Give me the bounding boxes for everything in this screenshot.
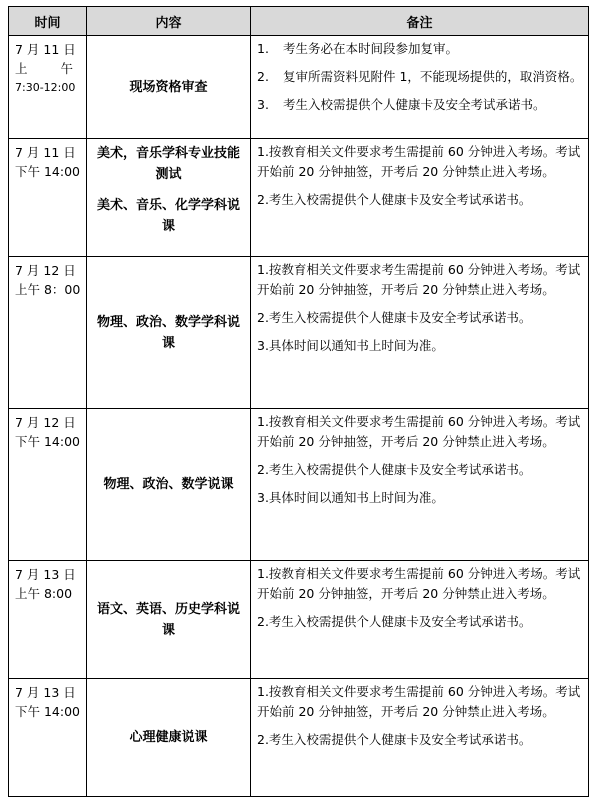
time-period: 下午 14:00 xyxy=(15,164,80,179)
time-cell xyxy=(9,561,87,679)
time-range: 7:30-12:00 xyxy=(15,81,76,94)
content-cell xyxy=(87,139,251,257)
time-period: 下午 14:00 xyxy=(15,704,80,719)
content-text: 美术、音乐、化学学科说课 xyxy=(96,198,240,234)
time-date: 7 月 12 日 xyxy=(15,263,76,278)
note-item: 2.考生入校需提供个人健康卡及安全考试承诺书。 xyxy=(257,310,532,325)
note-item: 1.按教育相关文件要求考生需提前 60 分钟进入考场。考试开始前 20 分钟抽签，开考后 20 分钟禁止进入考场。 xyxy=(257,566,581,601)
note-item: 2.考生入校需提供个人健康卡及安全考试承诺书。 xyxy=(257,732,532,747)
note-item: 2. 复审所需资料见附件 1，不能现场提供的，取消资格。 xyxy=(257,69,583,84)
content-text: 美术，音乐学科专业技能测试 xyxy=(96,146,240,182)
note-item: 1. 考生务必在本时间段参加复审。 xyxy=(257,41,459,56)
note-item: 3. 考生入校需提供个人健康卡及安全考试承诺书。 xyxy=(257,97,546,112)
content-cell xyxy=(87,561,251,679)
time-period: 上 午 xyxy=(15,61,73,76)
time-period: 上午 8：00 xyxy=(15,282,81,297)
table-row xyxy=(9,139,589,257)
content-text: 物理、政治、数学学科说课 xyxy=(96,314,240,351)
content-cell xyxy=(87,679,251,797)
schedule-table xyxy=(8,6,589,797)
notes-cell xyxy=(251,139,589,257)
note-item: 1.按教育相关文件要求考生需提前 60 分钟进入考场。考试开始前 20 分钟抽签，开考后 20 分钟禁止进入考场。 xyxy=(257,262,581,297)
content-text: 语文、英语、历史学科说课 xyxy=(96,601,240,638)
note-item: 2.考生入校需提供个人健康卡及安全考试承诺书。 xyxy=(257,462,532,477)
time-date: 7 月 11 日 xyxy=(15,145,76,160)
note-item: 2.考生入校需提供个人健康卡及安全考试承诺书。 xyxy=(257,614,532,629)
table-row xyxy=(9,561,589,679)
note-item: 3.具体时间以通知书上时间为准。 xyxy=(257,490,444,505)
header-time: 时间 xyxy=(9,7,87,36)
table-row xyxy=(9,257,589,409)
content-cell xyxy=(87,409,251,561)
time-date: 7 月 13 日 xyxy=(15,685,76,700)
content-text: 现场资格审查 xyxy=(129,79,208,95)
time-cell xyxy=(9,409,87,561)
header-row xyxy=(9,7,589,36)
notes-cell xyxy=(251,679,589,797)
notes-cell xyxy=(251,561,589,679)
notes-cell xyxy=(251,409,589,561)
note-item: 1.按教育相关文件要求考生需提前 60 分钟进入考场。考试开始前 20 分钟抽签，开考后 20 分钟禁止进入考场。 xyxy=(257,414,581,449)
content-text: 物理、政治、数学说课 xyxy=(103,477,234,492)
content-cell xyxy=(87,36,251,139)
table-row xyxy=(9,36,589,139)
time-date: 7 月 13 日 xyxy=(15,567,76,582)
header-content: 内容 xyxy=(87,7,251,36)
time-period: 下午 14:00 xyxy=(15,434,80,449)
content-text: 心理健康说课 xyxy=(129,730,208,745)
content-cell xyxy=(87,257,251,409)
time-date: 7 月 11 日 xyxy=(15,42,76,57)
time-cell xyxy=(9,257,87,409)
notes-cell xyxy=(251,257,589,409)
note-item: 3.具体时间以通知书上时间为准。 xyxy=(257,338,444,353)
time-period: 上午 8:00 xyxy=(15,586,73,601)
note-item: 1.按教育相关文件要求考生需提前 60 分钟进入考场。考试开始前 20 分钟抽签，开考后 20 分钟禁止进入考场。 xyxy=(257,684,581,719)
note-item: 1.按教育相关文件要求考生需提前 60 分钟进入考场。考试开始前 20 分钟抽签，开考后 20 分钟禁止进入考场。 xyxy=(257,144,581,179)
header-notes: 备注 xyxy=(251,7,589,36)
time-cell xyxy=(9,139,87,257)
time-date: 7 月 12 日 xyxy=(15,415,76,430)
time-cell xyxy=(9,36,87,139)
table-row xyxy=(9,409,589,561)
notes-cell xyxy=(251,36,589,139)
time-cell xyxy=(9,679,87,797)
note-item: 2.考生入校需提供个人健康卡及安全考试承诺书。 xyxy=(257,192,532,207)
table-row xyxy=(9,679,589,797)
